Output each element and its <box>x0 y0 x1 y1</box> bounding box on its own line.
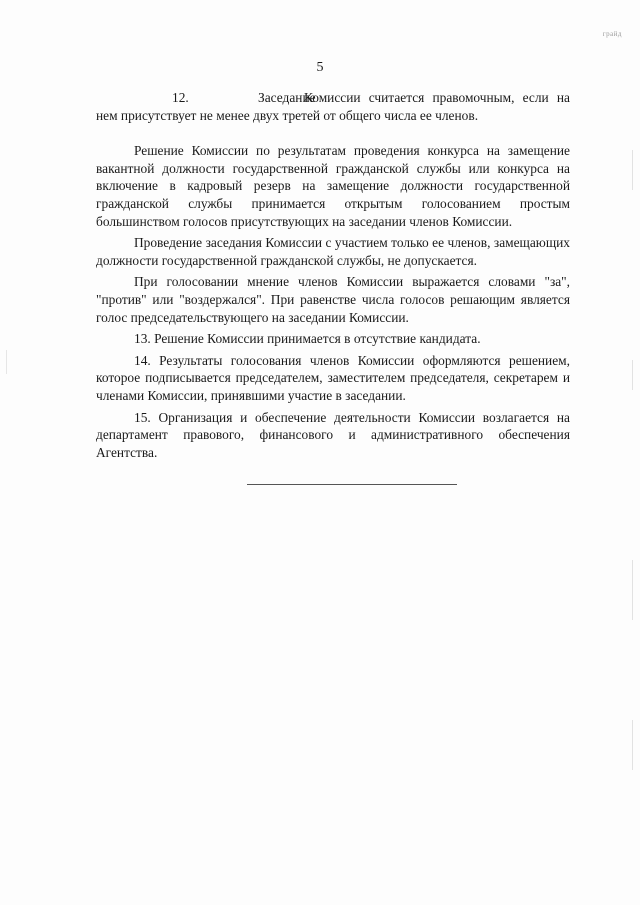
end-divider <box>247 484 457 485</box>
paragraph-15: 15. Организация и обеспечение деятельности Комиссии возлагается на департамент правового, финансового и административного обеспечения Агентства. <box>96 409 570 460</box>
document-body <box>96 89 570 461</box>
scan-artifact <box>6 350 7 374</box>
paragraph-13: 13. Решение Комиссии принимается в отсутствие кандидата. <box>134 331 481 347</box>
scan-artifact <box>632 150 633 190</box>
scan-artifact <box>632 560 633 620</box>
paragraph-14: 14. Результаты голосования членов Комиссии оформляются решением, которое подписывается председателем, заместителем председателя, секретарем и членами Комиссии, принявшими участие в заседании. <box>96 352 570 403</box>
paragraph-12-text: Комиссии считается правомочным, если на нем присутствует не менее двух третей от общего числа ее членов. <box>96 90 570 123</box>
paragraph-decision: Решение Комиссии по результатам проведения конкурса на замещение вакантной должности государственной гражданской службы или конкурса на включение в кадровый резерв на замещение должности государственной гражданской службы принимается открытым голосованием простым большинством голосов присутствующих на заседании членов Комиссии. <box>96 143 570 229</box>
paragraph-voting: При голосовании мнение членов Комиссии выражается словами "за", "против" или "воздержался". При равенстве числа голосов решающим является голос председательствующего на заседании Комиссии. <box>96 274 570 325</box>
scan-artifact <box>632 360 633 390</box>
paragraph-12-number: 12. <box>172 90 189 105</box>
paragraph-12-first-word: Заседание <box>258 90 316 105</box>
paragraph-meeting: Проведение заседания Комиссии с участием только ее членов, замещающих должности государственной гражданской службы, не допускается. <box>96 235 570 268</box>
page-number: 5 <box>316 60 324 75</box>
scan-artifact <box>632 720 633 770</box>
corner-mark: грайд <box>602 30 622 38</box>
paragraph-12 <box>96 89 570 124</box>
